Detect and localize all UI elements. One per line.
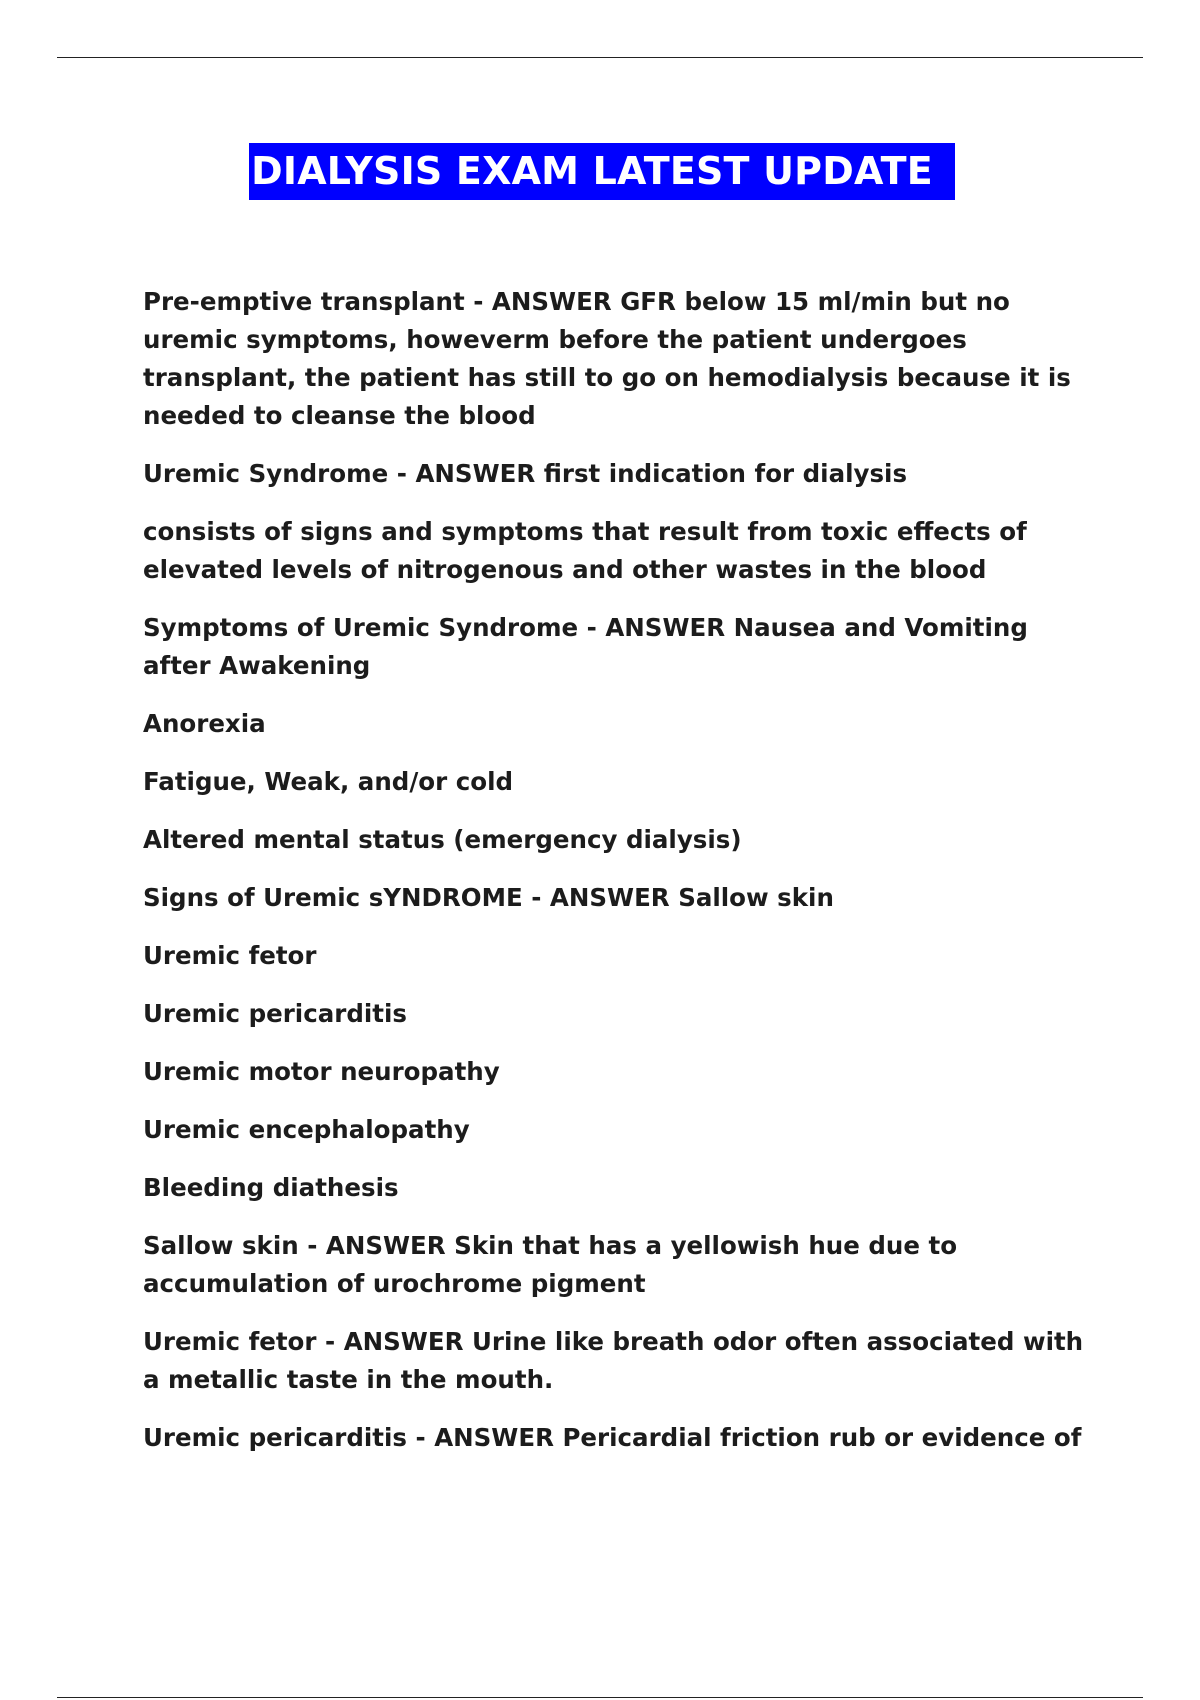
paragraph-uremic-pericarditis-definition: Uremic pericarditis - ANSWER Pericardial friction rub or evidence of (143, 1423, 1082, 1452)
paragraph-altered-mental-status: Altered mental status (emergency dialysis) (143, 825, 742, 854)
bottom-rule (57, 1697, 1143, 1698)
paragraph-uremic-motor-neuropathy: Uremic motor neuropathy (143, 1057, 500, 1086)
paragraph-uremic-encephalopathy: Uremic encephalopathy (143, 1115, 470, 1144)
paragraph-fatigue: Fatigue, Weak, and/or cold (143, 767, 514, 796)
paragraph-anorexia: Anorexia (143, 709, 266, 738)
paragraph-pre-emptive-transplant: Pre-emptive transplant - ANSWER GFR below 15 ml/min but no uremic symptoms, howeverm before the patient undergoes transplant, the patient has still to go on hemodialysis because it is needed to cleanse the blood (143, 287, 1071, 430)
document-body (143, 283, 1088, 1477)
top-rule (57, 57, 1143, 58)
paragraph-uremic-syndrome-definition: consists of signs and symptoms that result from toxic effects of elevated levels of nitrogenous and other wastes in the blood (143, 517, 1027, 584)
paragraph-uremic-pericarditis: Uremic pericarditis (143, 999, 407, 1028)
paragraph-bleeding-diathesis: Bleeding diathesis (143, 1173, 399, 1202)
paragraph-uremic-fetor: Uremic fetor (143, 941, 317, 970)
paragraph-uremic-fetor-definition: Uremic fetor - ANSWER Urine like breath odor often associated with a metallic taste in the mouth. (143, 1327, 1084, 1394)
title-container (0, 143, 1200, 200)
paragraph-symptoms-uremic-syndrome: Symptoms of Uremic Syndrome - ANSWER Nausea and Vomiting after Awakening (143, 613, 1028, 680)
paragraph-sallow-skin-definition: Sallow skin - ANSWER Skin that has a yellowish hue due to accumulation of urochrome pigment (143, 1231, 958, 1298)
document-title: DIALYSIS EXAM LATEST UPDATE (249, 143, 955, 200)
paragraph-uremic-syndrome: Uremic Syndrome - ANSWER first indication for dialysis (143, 459, 908, 488)
paragraph-signs-uremic-syndrome: Signs of Uremic sYNDROME - ANSWER Sallow skin (143, 883, 834, 912)
